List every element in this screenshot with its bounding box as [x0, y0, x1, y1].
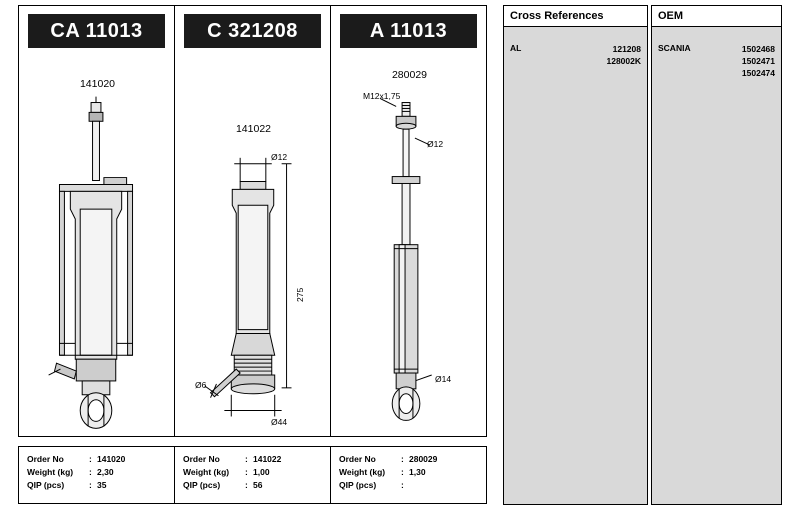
order-info-1: [18, 446, 175, 504]
dim-diameter-12: Ø12: [271, 152, 288, 162]
cross-reference-codes: [606, 43, 641, 67]
weight-label-3: Weight (kg): [339, 467, 386, 477]
colon-1a: :: [89, 454, 92, 464]
qip-row-1: [27, 479, 174, 492]
weight-label-1: Weight (kg): [27, 467, 74, 477]
qip-label-1: QIP (pcs): [27, 480, 65, 490]
product-drawing-3: [331, 6, 486, 436]
dim-diameter-44: Ø44: [271, 417, 288, 427]
product-catalog: [18, 5, 490, 505]
panel-title-1: CA 11013: [28, 14, 165, 48]
product-drawing-2: [175, 6, 330, 436]
panel-title-2: C 321208: [184, 14, 321, 48]
colon-2c: :: [245, 480, 248, 490]
oem-table: [651, 5, 782, 505]
cross-reference-code-2: 128002K: [606, 56, 641, 66]
weight-value-2: 1,00: [253, 467, 270, 477]
colon-3c: :: [401, 480, 404, 490]
qip-row-3: [339, 479, 486, 492]
dim-diameter-12b: Ø12: [427, 139, 444, 149]
qip-row-2: [183, 479, 330, 492]
colon-3b: :: [401, 467, 404, 477]
qip-label-2: QIP (pcs): [183, 480, 221, 490]
cross-reference-code-1: 121208: [612, 44, 641, 54]
oem-body: [652, 27, 781, 504]
order-no-value-1: 141020: [97, 454, 126, 464]
product-panel-1: [18, 5, 175, 437]
weight-value-3: 1,30: [409, 467, 426, 477]
colon-2b: :: [245, 467, 248, 477]
order-no-row-3: [339, 453, 486, 466]
part-number-3: 280029: [391, 69, 428, 81]
qip-value-1: 35: [97, 480, 107, 490]
dim-diameter-6: Ø6: [195, 380, 207, 390]
part-number-1: 141020: [79, 78, 116, 90]
order-no-label-3: Order No: [339, 454, 376, 464]
order-no-label-2: Order No: [183, 454, 220, 464]
oem-code-2: 1502471: [741, 56, 775, 66]
order-no-label-1: Order No: [27, 454, 64, 464]
colon-3a: :: [401, 454, 404, 464]
order-no-row-1: [27, 453, 174, 466]
weight-label-2: Weight (kg): [183, 467, 230, 477]
part-number-2: 141022: [235, 123, 272, 135]
order-no-value-2: 141022: [253, 454, 282, 464]
order-info-row: [18, 446, 490, 504]
qip-label-3: QIP (pcs): [339, 480, 377, 490]
oem-code-1: 1502468: [741, 44, 775, 54]
panel-title-3: A 11013: [340, 14, 477, 48]
weight-row-1: [27, 466, 174, 479]
product-drawing-1: [19, 6, 174, 436]
colon-1c: :: [89, 480, 92, 490]
colon-1b: :: [89, 467, 92, 477]
cross-references-table: [503, 5, 648, 505]
order-info-2: [174, 446, 331, 504]
product-panel-2: [174, 5, 331, 437]
qip-value-2: 56: [253, 480, 263, 490]
order-no-value-3: 280029: [409, 454, 438, 464]
dim-thread-m12: M12x1,75: [363, 91, 401, 101]
colon-2a: :: [245, 454, 248, 464]
oem-brand: SCANIA: [658, 43, 691, 53]
dim-diameter-14: Ø14: [435, 374, 452, 384]
order-info-3: [330, 446, 487, 504]
order-no-row-2: [183, 453, 330, 466]
weight-value-1: 2,30: [97, 467, 114, 477]
dim-length-275: 275: [295, 287, 305, 302]
cross-references-header: Cross References: [504, 6, 647, 27]
oem-header: OEM: [652, 6, 781, 27]
oem-code-3: 1502474: [741, 68, 775, 78]
weight-row-2: [183, 466, 330, 479]
panel-row: [18, 5, 490, 437]
weight-row-3: [339, 466, 486, 479]
cross-references-body: [504, 27, 647, 504]
cross-reference-brand: AL: [510, 43, 522, 53]
product-panel-3: [330, 5, 487, 437]
oem-codes: [742, 43, 775, 79]
